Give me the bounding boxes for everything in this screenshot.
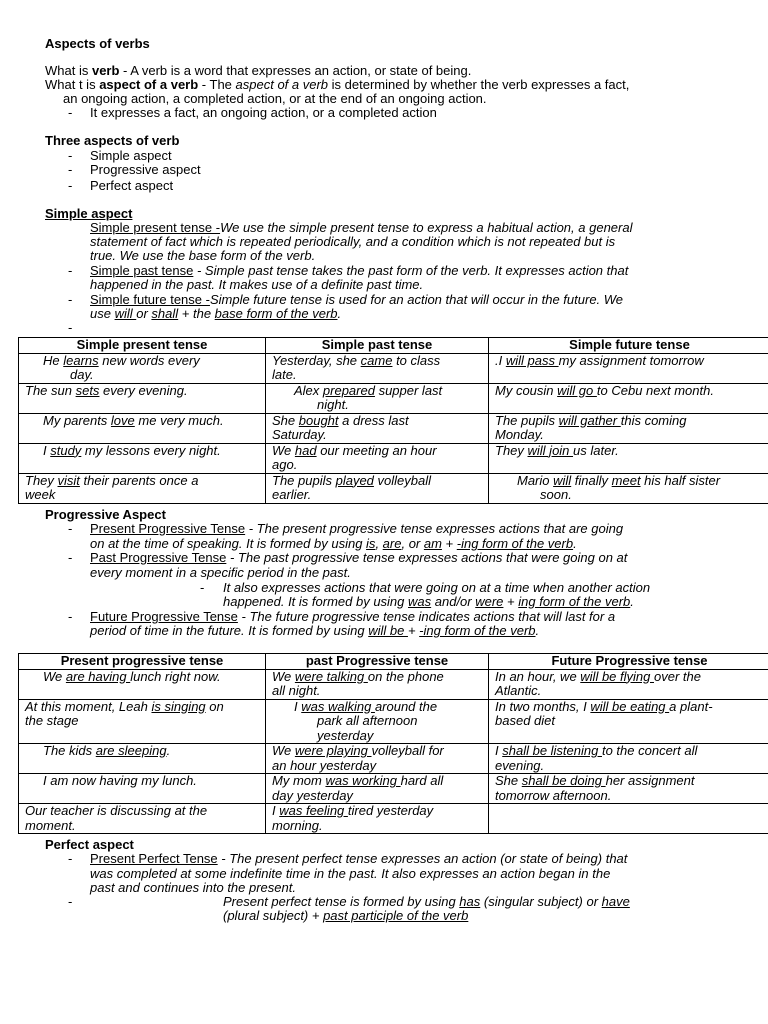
bullet-dash: - xyxy=(68,148,73,163)
simple-present-def: Simple present tense -We use the simple present tense to express a habitual action, a general xyxy=(90,220,633,235)
simple-past-def: Simple past tense - Simple past tense takes the past form of the verb. It expresses action that xyxy=(90,263,629,278)
verb-definition: What is verb - A verb is a word that expresses an action, or state of being. xyxy=(45,63,472,78)
table-header: Simple present tense xyxy=(19,338,266,354)
table-cell: They will join us later. xyxy=(489,443,768,473)
simple-past-def-cont: happened in the past. It makes use of a definite past time. xyxy=(90,277,424,292)
simple-present-def-cont: statement of fact which is repeated periodically, and a condition which is not repeated but is xyxy=(90,234,616,249)
table-row xyxy=(19,353,768,383)
table-header: Simple past tense xyxy=(266,338,489,354)
table-cell: I am now having my lunch. xyxy=(19,774,266,804)
table-row xyxy=(19,774,768,804)
bullet-dash: - xyxy=(68,178,73,193)
table-header: Future Progressive tense xyxy=(489,654,768,670)
table-row xyxy=(19,443,768,473)
table-cell: My mom was working hard all day yesterday xyxy=(266,774,489,804)
table-cell: Our teacher is discussing at the moment. xyxy=(19,804,266,834)
table-cell: We had our meeting an hour ago. xyxy=(266,443,489,473)
bullet-dash: - xyxy=(200,580,205,595)
table-row xyxy=(19,744,768,774)
table-cell: The kids are sleeping. xyxy=(19,744,266,774)
bullet-dash: - xyxy=(68,263,73,278)
table-header: past Progressive tense xyxy=(266,654,489,670)
present-perfect-def-cont: was completed at some indefinite time in the past. It also expresses an action began in the xyxy=(90,866,611,881)
table-header: Present progressive tense xyxy=(19,654,266,670)
bullet-dash: - xyxy=(68,894,73,909)
table-cell: I shall be listening to the concert all evening. xyxy=(489,744,768,774)
progressive-aspect-heading: Progressive Aspect xyxy=(45,507,166,522)
bullet-dash: - xyxy=(68,609,73,624)
simple-tense-table xyxy=(18,337,768,504)
simple-aspect-heading: Simple aspect xyxy=(45,206,133,221)
bullet-dash: - xyxy=(68,320,73,335)
past-progressive-def: Past Progressive Tense - The past progressive tense expresses actions that were going on at xyxy=(90,550,628,565)
perfect-aspect-heading: Perfect aspect xyxy=(45,837,134,852)
table-cell: We were talking on the phone all night. xyxy=(266,669,489,699)
simple-future-def: Simple future tense -Simple future tense is used for an action that will occur in the future. We xyxy=(90,292,624,307)
table-cell: Alex prepared supper last night. xyxy=(266,383,489,413)
table-cell: We were playing volleyball for an hour yesterday xyxy=(266,744,489,774)
past-progressive-def-cont: every moment in a specific period in the past. xyxy=(90,565,351,580)
aspect-definition: What t is aspect of a verb - The aspect of a verb is determined by whether the verb expresses a fact, xyxy=(45,77,630,92)
present-perfect-form: Present perfect tense is formed by using has (singular subject) or have xyxy=(223,894,630,909)
table-cell: She bought a dress last Saturday. xyxy=(266,413,489,443)
simple-present-def-cont: true. We use the base form of the verb. xyxy=(90,248,316,263)
three-aspects-heading: Three aspects of verb xyxy=(45,133,180,148)
table-cell: They visit their parents once a week xyxy=(19,473,266,503)
table-cell: My parents love me very much. xyxy=(19,413,266,443)
table-cell: At this moment, Leah is singing on the stage xyxy=(19,699,266,744)
table-cell: She shall be doing her assignment tomorrow afternoon. xyxy=(489,774,768,804)
present-progressive-def-cont: on at the time of speaking. It is formed by using is, are, or am + -ing form of the verb. xyxy=(90,536,577,551)
table-row xyxy=(19,669,768,699)
table-cell: My cousin will go to Cebu next month. xyxy=(489,383,768,413)
bullet-dash: - xyxy=(68,105,73,120)
bullet-dash: - xyxy=(68,521,73,536)
present-progressive-def: Present Progressive Tense - The present progressive tense expresses actions that are going xyxy=(90,521,624,536)
bullet-dash: - xyxy=(68,550,73,565)
aspect-item: Progressive aspect xyxy=(90,162,201,177)
table-cell: I was walking around the park all afternoon yesterday xyxy=(266,699,489,744)
table-cell: Yesterday, she came to class late. xyxy=(266,353,489,383)
bullet-dash: - xyxy=(68,292,73,307)
table-cell: Mario will finally meet his half sister soon. xyxy=(489,473,768,503)
intro-bullet: It expresses a fact, an ongoing action, or a completed action xyxy=(90,105,437,120)
past-progressive-sub-cont: happened. It is formed by using was and/or were + ing form of the verb. xyxy=(223,594,634,609)
table-row xyxy=(19,699,768,744)
table-cell: The sun sets every evening. xyxy=(19,383,266,413)
table-cell xyxy=(489,804,768,834)
bullet-dash: - xyxy=(68,162,73,177)
table-row xyxy=(19,473,768,503)
progressive-tense-table xyxy=(18,653,768,834)
table-cell: He learns new words every day. xyxy=(19,353,266,383)
table-cell: In two months, I will be eating a plant- based diet xyxy=(489,699,768,744)
past-progressive-sub: It also expresses actions that were going on at a time when another action xyxy=(223,580,651,595)
table-cell: We are having lunch right now. xyxy=(19,669,266,699)
table-header: Simple future tense xyxy=(489,338,768,354)
simple-future-def-cont: use will or shall + the base form of the verb. xyxy=(90,306,342,321)
aspect-item: Simple aspect xyxy=(90,148,172,163)
present-perfect-form-cont: (plural subject) + past participle of the verb xyxy=(223,908,469,923)
table-cell: I study my lessons every night. xyxy=(19,443,266,473)
table-cell: I was feeling tired yesterday morning. xyxy=(266,804,489,834)
future-progressive-def: Future Progressive Tense - The future progressive tense indicates actions that will last for a xyxy=(90,609,616,624)
table-row xyxy=(19,413,768,443)
table-row xyxy=(19,804,768,834)
table-cell: In an hour, we will be flying over the Atlantic. xyxy=(489,669,768,699)
table-row xyxy=(19,383,768,413)
page-title: Aspects of verbs xyxy=(45,36,150,51)
aspect-definition-cont: an ongoing action, a completed action, or at the end of an ongoing action. xyxy=(63,91,487,106)
present-perfect-def: Present Perfect Tense - The present perfect tense expresses an action (or state of being) that xyxy=(90,851,628,866)
present-perfect-def-cont: past and continues into the present. xyxy=(90,880,296,895)
future-progressive-def-cont: period of time in the future. It is formed by using will be + -ing form of the verb. xyxy=(90,623,540,638)
bullet-dash: - xyxy=(68,851,73,866)
table-cell: .I will pass my assignment tomorrow xyxy=(489,353,768,383)
table-cell: The pupils will gather this coming Monday. xyxy=(489,413,768,443)
aspect-item: Perfect aspect xyxy=(90,178,174,193)
table-cell: The pupils played volleyball earlier. xyxy=(266,473,489,503)
